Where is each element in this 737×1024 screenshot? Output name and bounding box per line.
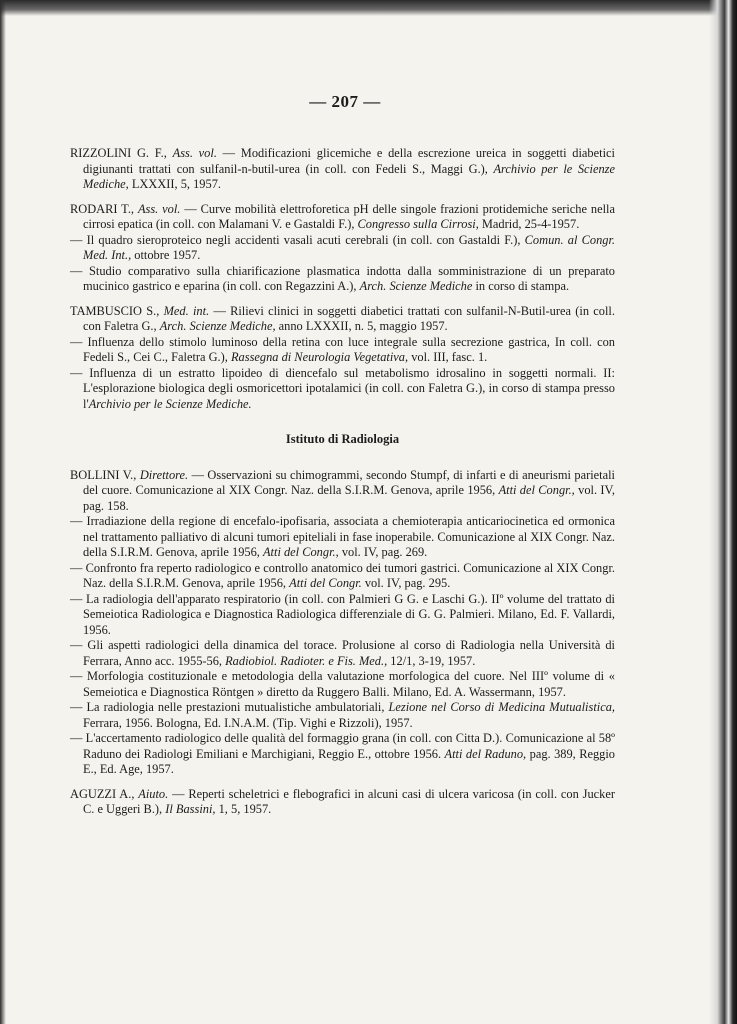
entry-tambuscio <box>70 304 615 413</box>
entry-item: — Confronto fra reperto radiologico e controllo anatomico dei tumori gastrici. Comunicazione al XIX Congr. Naz. della S.I.R.M. Genova, aprile 1956, Atti del Congr. vol. IV, pag. 295. <box>70 560 615 590</box>
scan-edge-top <box>0 0 737 16</box>
author-name: AGUZZI A., <box>70 786 135 801</box>
entry-item: — L'accertamento radiologico delle qualità del formaggio grana (in coll. con Citta D.). Comunicazione al 58º Raduno dei Radiologi Emiliani e Marchigiani, Reggio E., ottobre 1956. Atti del Raduno, pag. 389, Reggio E., Ed. Age, 1957. <box>70 731 616 776</box>
entry-item: — La radiologia dell'apparato respiratorio (in coll. con Palmieri G G. e Laschi G.). IIº volume del trattato di Semeiotica Radiologica e Diagnostica Radiologica differenziale di G. G. Palmieri. Milano, Ed. F. Vallardi, 1956. <box>70 591 615 637</box>
author-role: Ass. vol. <box>137 201 181 216</box>
entry-item: BOLLINI V., Direttore. — Osservazioni su chimogrammi, secondo Stumpf, di infarti e di aneurismi parietali del cuore. Comunicazione al XIX Congr. Naz. della S.I.R.M. Genova, aprile 1956, Atti del Congr., vol. IV, pag. 158. <box>70 467 615 513</box>
author-name: RIZZOLINI G. F., <box>70 146 167 160</box>
entry-item: — Influenza dello stimolo luminoso della retina con luce integrale sulla secrezione gastrica, In coll. con Fedeli S., Cei C., Faletra G.), Rassegna di Neurologia Vegetativa, vol. III, fasc. 1. <box>70 334 615 364</box>
entry-item: — Irradiazione della regione di encefalo-ipofisaria, associata a chemioterapia anticariocinetica ed ormonica nel trattamento palliativo di alcuni tumori epiteliali in fase inoperabile. Comunicazione al XIX Congr. Naz. della S.I.R.M. Genova, aprile 1956, Atti del Congr., vol. IV, pag. 269. <box>70 514 615 559</box>
author-role: Aiuto. <box>138 786 169 801</box>
scan-edge-right <box>709 0 737 1024</box>
entry-item: AGUZZI A., Aiuto. — Reperti scheletrici e flebografici in alcuni casi di ulcera varicosa (in coll. con Jucker C. e Uggeri B.), Il Bassini, 1, 5, 1957. <box>70 786 615 816</box>
section-heading: Istituto di Radiologia <box>285 432 400 446</box>
entry-item: RIZZOLINI G. F., Ass. vol. — Modificazioni glicemiche e della escrezione ureica in soggetti diabetici digiunanti trattati con sulfanil-n-butil-urea (in coll. con Fedeli S., Maggi G.), Archivio per le Scienze Mediche, LXXXII, 5, 1957. <box>70 146 615 191</box>
bibliography-list <box>70 146 615 827</box>
entry-item: — Studio comparativo sulla chiarificazione plasmatica indotta dalla somministrazione di un preparato mucinico gastrico e eparina (in coll. con Regazzini A.), Arch. Scienze Mediche in corso di stampa. <box>70 263 615 293</box>
author-role: Ass. vol. <box>172 146 217 160</box>
entry-bollini <box>70 468 615 778</box>
author-name: TAMBUSCIO S., <box>70 303 160 318</box>
entry-item: TAMBUSCIO S., Med. int. — Rilievi clinici in soggetti diabetici trattati con sulfanil-N-Butil-urea (in coll. con Faletra G., Arch. Scienze Mediche, anno LXXXII, n. 5, maggio 1957. <box>70 303 615 333</box>
entry-rizzolini <box>70 146 615 193</box>
author-role: Direttore. <box>139 467 189 482</box>
entry-item: — La radiologia nelle prestazioni mutualistiche ambulatoriali, Lezione nel Corso di Medicina Mutualistica, Ferrara, 1956. Bologna, Ed. I.N.A.M. (Tip. Vighi e Rizzoli), 1957. <box>70 700 615 730</box>
entry-rodari <box>70 202 615 295</box>
entry-item: — Morfologia costituzionale e metodologia della valutazione morfologica del cuore. Nel IIIº volume di « Semeiotica e Diagnostica Röntgen » diretto da Ruggero Balli. Milano, Ed. A. Wassermann, 1957. <box>70 669 615 699</box>
author-role: Med. int. <box>163 303 210 318</box>
entry-item: — Gli aspetti radiologici della dinamica del torace. Prolusione al corso di Radiologia nella Università di Ferrara, Anno acc. 1955-56, Radiobiol. Radioter. e Fis. Med., 12/1, 3-19, 1957. <box>70 638 615 668</box>
page-number: — 207 — <box>309 92 381 111</box>
author-name: RODARI T., <box>70 201 135 216</box>
entry-aguzzi <box>70 787 615 818</box>
entry-item: — Influenza di un estratto lipoideo di diencefalo sul metabolismo idrosalino in soggetti normali. II: L'esplorazione biologica degli osmoricettori ipotalamici (in coll. con Faletra G.), in corso di stampa presso l'Archivio per le Scienze Mediche. <box>70 365 615 411</box>
entry-item: RODARI T., Ass. vol. — Curve mobilità elettroforetica pH delle singole frazioni protidemiche seriche nella cirrosi epatica (in coll. con Malamani V. e Gastaldi F.), Congresso sulla Cirrosi, Madrid, 25-4-1957. <box>70 201 615 231</box>
author-name: BOLLINI V., <box>70 467 137 482</box>
scan-edge-left <box>0 0 6 1024</box>
entry-item: — Il quadro sieroproteico negli accidenti vasali acuti cerebrali (in coll. con Gastaldi F.), Comun. al Congr. Med. Int., ottobre 1957. <box>70 232 616 262</box>
